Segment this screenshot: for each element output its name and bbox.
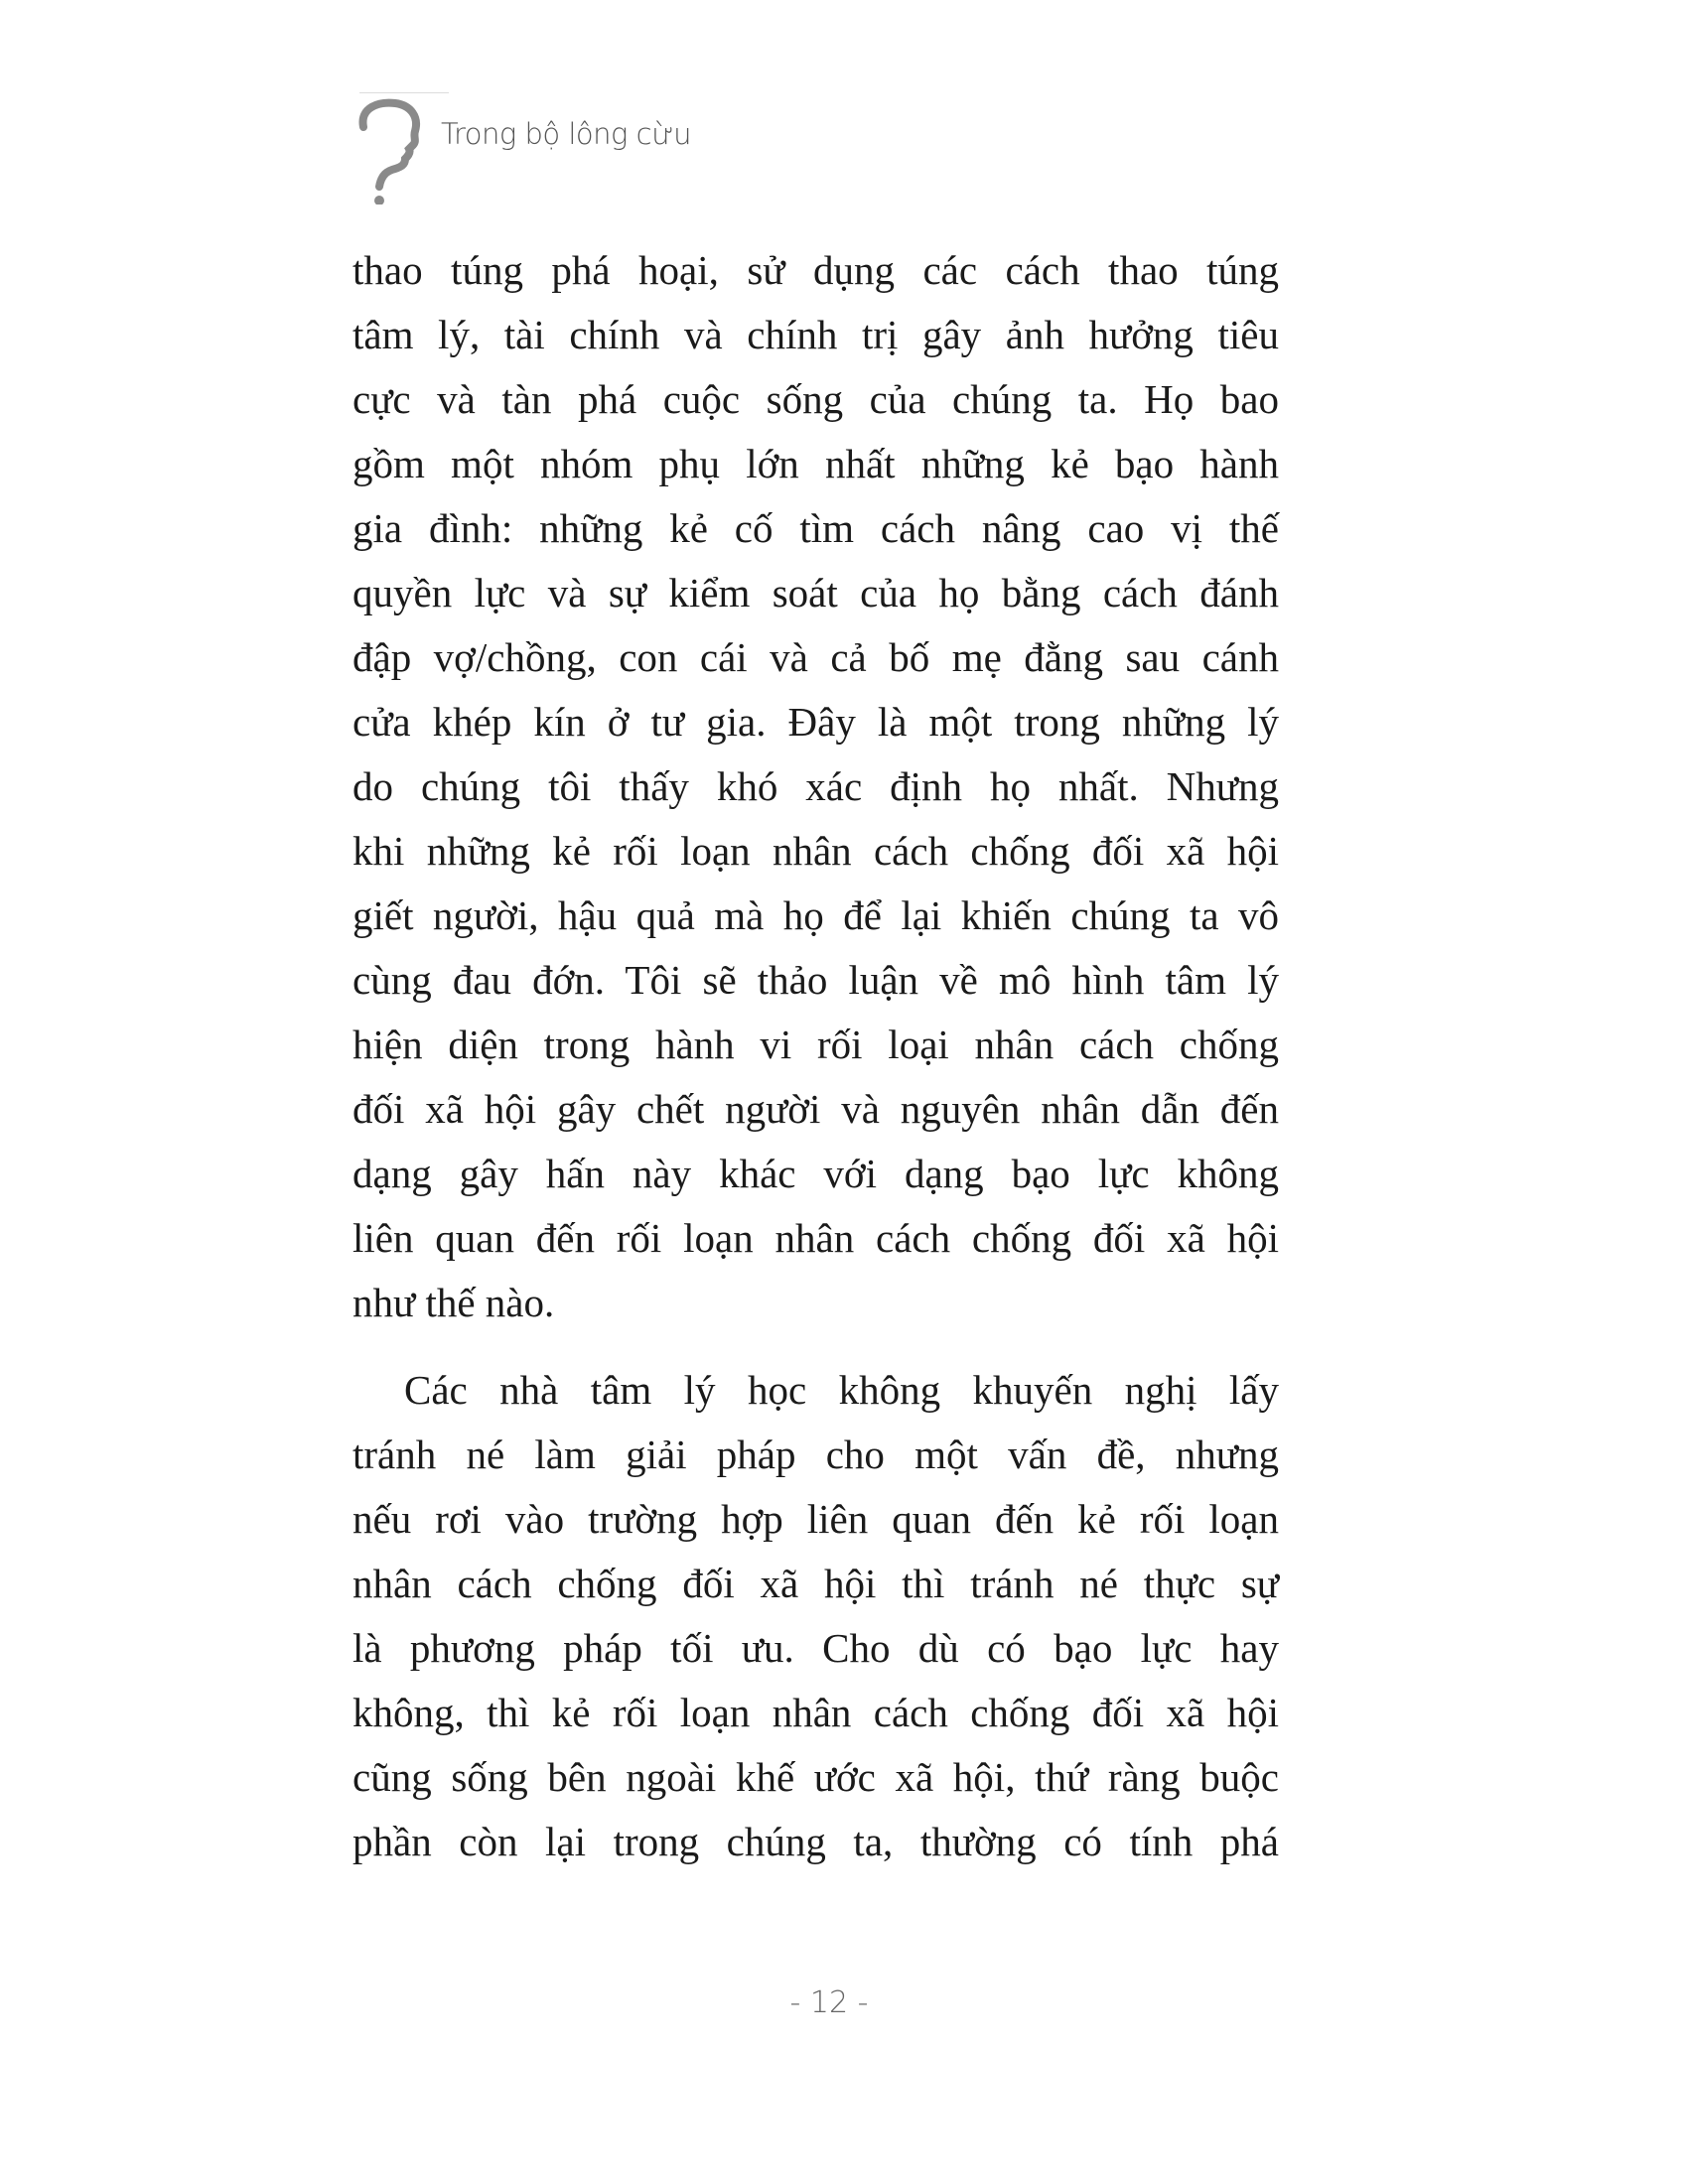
text-line: là phương pháp tối ưu. Cho dù có bạo lực hay [352, 1625, 1279, 1671]
page-body [352, 238, 1279, 1897]
book-title: Trong bộ lông cừu [441, 117, 692, 151]
text-line: quyền lực và sự kiểm soát của họ bằng cách đánh [352, 570, 1279, 615]
page-number: - 12 - [789, 1985, 869, 2020]
text-line: gia đình: những kẻ cố tìm cách nâng cao vị thế [352, 505, 1279, 551]
text-line: giết người, hậu quả mà họ để lại khiến chúng ta vô [352, 892, 1279, 938]
header-rule [359, 92, 449, 93]
text-line: Các nhà tâm lý học không khuyến nghị lấy [404, 1367, 1279, 1413]
text-line: liên quan đến rối loạn nhân cách chống đối xã hội [352, 1215, 1279, 1261]
text-line: tránh né làm giải pháp cho một vấn đề, nhưng [352, 1432, 1279, 1477]
text-line: như thế nào. [352, 1280, 555, 1325]
text-line: cùng đau đớn. Tôi sẽ thảo luận về mô hình tâm lý [352, 957, 1279, 1003]
text-line: tâm lý, tài chính và chính trị gây ảnh hưởng tiêu [352, 312, 1279, 357]
text-line: gồm một nhóm phụ lớn nhất những kẻ bạo hành [352, 441, 1279, 486]
text-line: nếu rơi vào trường hợp liên quan đến kẻ rối loạn [352, 1496, 1279, 1542]
text-line: nhân cách chống đối xã hội thì tránh né thực sự [352, 1561, 1279, 1606]
text-line: dạng gây hấn này khác với dạng bạo lực không [352, 1151, 1279, 1196]
text-line: cửa khép kín ở tư gia. Đây là một trong những lý [352, 699, 1279, 745]
paragraph-2 [352, 1358, 1279, 1874]
question-mark-head-icon [350, 95, 429, 205]
text-line: thao túng phá hoại, sử dụng các cách thao túng [352, 247, 1279, 293]
text-line: đập vợ/chồng, con cái và cả bố mẹ đằng sau cánh [352, 634, 1279, 680]
text-line: khi những kẻ rối loạn nhân cách chống đối xã hội [352, 828, 1279, 874]
text-line: không, thì kẻ rối loạn nhân cách chống đối xã hội [352, 1690, 1279, 1735]
text-line: hiện diện trong hành vi rối loại nhân cách chống [352, 1022, 1279, 1067]
paragraph-1 [352, 238, 1279, 1335]
text-line: cũng sống bên ngoài khế ước xã hội, thứ ràng buộc [352, 1754, 1279, 1800]
running-header [338, 87, 933, 197]
text-line: đối xã hội gây chết người và nguyên nhân dẫn đến [352, 1086, 1279, 1132]
text-line: phần còn lại trong chúng ta, thường có tính phá [352, 1819, 1279, 1864]
text-line: cực và tàn phá cuộc sống của chúng ta. Họ bao [352, 376, 1279, 422]
text-line: do chúng tôi thấy khó xác định họ nhất. Nhưng [352, 763, 1279, 809]
